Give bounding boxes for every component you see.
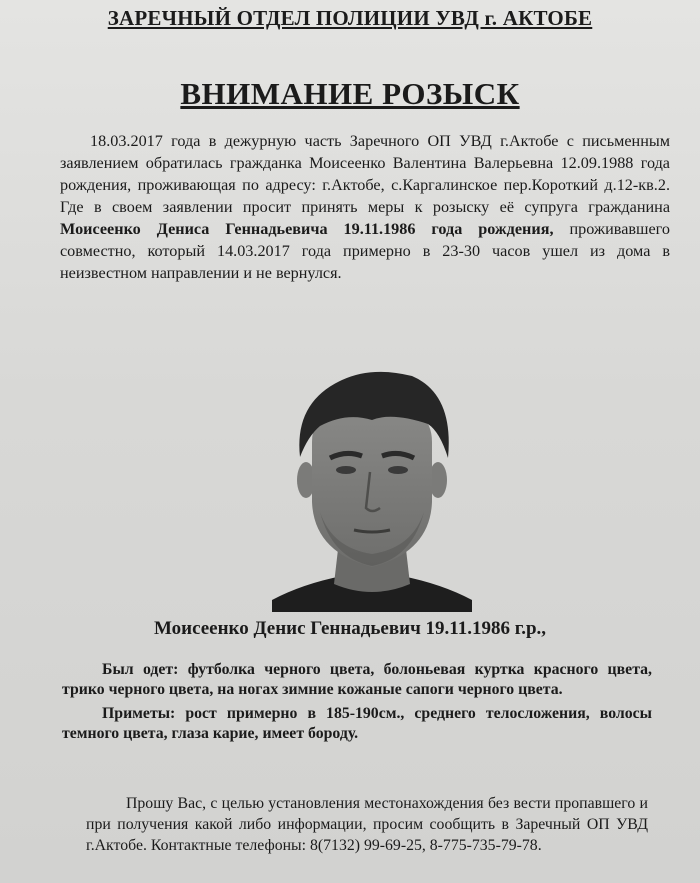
report-paragraph	[60, 130, 670, 284]
missing-person-name: Моисеенко Дениса Геннадьевича 19.11.1986 года рождения,	[60, 220, 554, 238]
appeal-text: Прошу Вас, с целью установления местонахождения без вести пропавшего и при получения какой либо информации, просим сообщить в Заречный ОП УВД г.Актобе. Контактные телефоны: 8(7132) 99-69-25, 8-775-735-79-78.	[86, 795, 648, 854]
department-header: ЗАРЕЧНЫЙ ОТДЕЛ ПОЛИЦИИ УВД г. АКТОБЕ	[107, 6, 593, 30]
photo-caption: Моисеенко Денис Геннадьевич 19.11.1986 г.р.,	[153, 618, 547, 639]
description-block	[62, 660, 652, 748]
appeal-block	[86, 793, 648, 856]
report-intro: 18.03.2017 года в дежурную часть Заречного ОП УВД г.Актобе с письменным заявлением обратилась гражданка Моисеенко Валентина Валерьевна 12.09.1988 года рождения, проживающая по адресу: г.Актобе, с.Каргалинское пер.Короткий д.12-кв.2. Где в своем заявлении просит принять меры к розыску её супруга гражданина	[60, 132, 670, 216]
report-outro: проживавшего совместно, который 14.03.2017 года примерно в 23-30 часов ушел из дома в неизвестном направлении и не вернулся.	[60, 220, 671, 282]
distinguishing-features: Приметы: рост примерно в 185-190см., среднего телосложения, волосы темного цвета, глаза карие, имеет бороду.	[62, 705, 652, 742]
clothing-description: Был одет: футболка черного цвета, болоньевая куртка красного цвета, трико черного цвета, на ногах зимние кожаные сапоги черного цвета.	[62, 661, 652, 698]
missing-person-photo	[272, 362, 472, 612]
poster-title: ВНИМАНИЕ РОЗЫСК	[180, 76, 520, 111]
